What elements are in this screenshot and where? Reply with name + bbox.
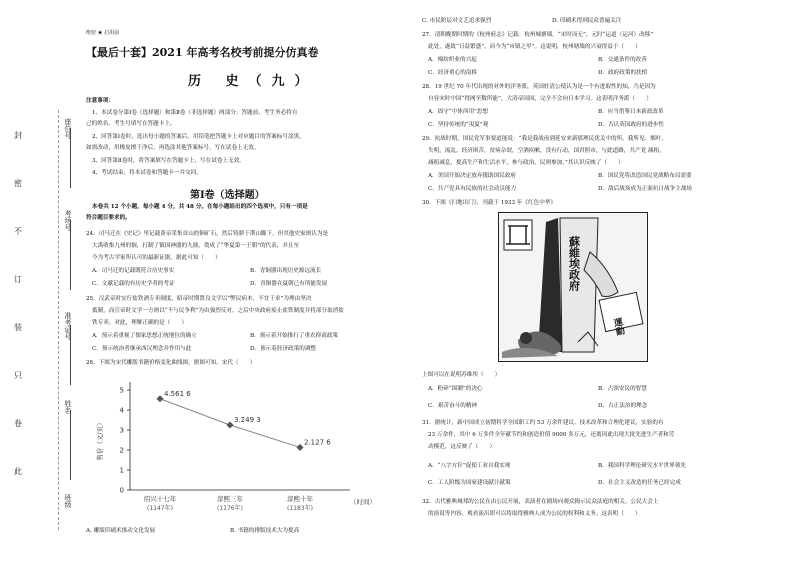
question-line: 大禹收集九州的铜，打制了镇国神器的九鼎，奠成了“华夏第一王朝”的代表，并且至 (92, 243, 300, 249)
option-d[interactable]: D．青铜器在夏朝已有所能发展 (250, 281, 328, 287)
option-b[interactable]: B．交通条件的改善 (598, 57, 647, 63)
room-number-label: 考场号 (64, 210, 72, 231)
notes-line: 己的姓名、考生号填写在答题卡上。 (86, 121, 176, 127)
question-line: 自容宋时中国“得网至数所能”，大清帝国国，完全不会向日本学习。这表明洋务派（ ） (428, 96, 652, 102)
option-b[interactable]: B．预示着开始推行了重农抑商政策 (250, 333, 339, 339)
question-line: 此处，遂致“日益繁盛”，而今为“市镇之甲”。这说明，杭州塘墙的兴衰得益于（ ） (428, 44, 641, 50)
exam-title: 【最后十套】2021 年高考名校考前提分仿真卷 (86, 46, 319, 59)
notes-line: 2、回答第Ⅰ卷时，选出每小题的答案后，用铅笔把答题卡上对应题目的答案标号涂黑， (92, 134, 305, 140)
notes-line: 4、考试结束，将本试卷和答题卡一并交回。 (92, 170, 202, 176)
seal-char: 装 (14, 323, 22, 332)
x-tick-label: 淳熙十年 (287, 495, 313, 503)
data-label: 2.127 6 (304, 438, 331, 447)
section-intro: 本卷共 12 个小题，每小题 4 分，共 48 分。在每小题给出的四个选项中，只有一项是 (92, 204, 308, 210)
cartoon-illustration (498, 212, 648, 362)
y-tick-label: 4 (119, 406, 124, 415)
seat-underline (70, 128, 71, 188)
option-d[interactable]: D．敌后战场成为正面抗日战争主战场 (598, 186, 692, 192)
question-line: 32．古代雅典城邦的公民在由公民开展，表演者在剧场向观众揭示民众法庭的相关。公民大会上 (422, 499, 659, 505)
fold-line (58, 110, 59, 530)
data-point (156, 395, 163, 402)
class-label: 班级 (64, 494, 72, 508)
notes-heading: 注意事项： (86, 98, 114, 104)
option-c[interactable]: C. 市民阶层对文艺追求强烈 (422, 18, 492, 24)
option-a[interactable]: A．粉碎“围剿”的决心 (428, 386, 483, 392)
y-tick-label: 0 (119, 486, 124, 495)
seat-number-label: 座位号 (64, 118, 72, 139)
question-line: 24．司马迁在《史记》里记载黄帝采集首山的铜矿石，然后铸鼎于荆山脚下。但其他史家则认为是 (86, 231, 329, 237)
option-c[interactable]: C．经济重心的南移 (428, 70, 478, 76)
option-a[interactable]: A．固守“中体西用”思想 (428, 109, 489, 115)
option-c[interactable]: C．预示统治者继承西汉理念并作用与此 (92, 346, 192, 352)
data-label: 3.249 3 (234, 416, 261, 425)
question-line: 的演说等内容，观看演出即可以将取得雅典人成为公民的权利和义务。这表明（ ） (428, 511, 641, 517)
option-d[interactable]: D. 印刷术得到民众普遍关注 (552, 18, 622, 24)
subject-title: 历 史（九） (188, 74, 318, 89)
option-b[interactable]: B．国民党将改造国民党战略布局需要 (598, 173, 692, 179)
question-line: 31．据统计，新中国成立初期科学全国职工约 53 万余件建议、技术改革和合理化建议，实验的有 (422, 420, 664, 426)
ticket-underline (70, 325, 71, 385)
x-tick-sublabel: (1176年) (217, 505, 243, 512)
option-c[interactable]: C．坚持传统的“夷夏”观 (428, 122, 489, 128)
question-line: 28．19 世纪 70 年代出现的对外的洋务派，英国驻清公使认为是一个有进取性的知，乃是因为 (422, 84, 656, 90)
question-line: 29．抗战时期，国民党军事要道能说：“我是我战前到延安来新那理民优关中的所。我所见：烟叶、 (422, 136, 667, 142)
option-c[interactable]: C．工人阶级为国家建设献计献策 (428, 480, 511, 486)
option-a[interactable]: A．棉纺织业的兴起 (428, 57, 477, 63)
question-line: 抵制，而宣帝时文学一方则以“不与民争利”为由强烈反对，之后中央政府废止盐铁制度并将部分取消盐 (92, 308, 344, 314)
secret-mark: 绝密 ★ 启用前 (86, 30, 120, 36)
option-a[interactable]: A. 雕版印刷术推动文化发展 (86, 528, 156, 534)
room-underline (70, 220, 71, 290)
x-tick-label: 绍兴十七年 (143, 495, 177, 503)
data-point (226, 421, 233, 428)
option-b[interactable]: B．占领安民的智慧 (598, 386, 647, 392)
seal-char: 不 (14, 227, 22, 236)
seal-char: 卷 (14, 419, 22, 428)
option-d[interactable]: D．占正法治的理念 (598, 403, 648, 409)
seal-char: 密 (14, 179, 22, 188)
name-underline (70, 410, 71, 480)
seal-char: 此 (14, 467, 22, 476)
option-a[interactable]: A．“八字方针”促使工业自我实现 (428, 463, 511, 469)
option-d[interactable]: D．预示着经济政策的调整 (250, 346, 317, 352)
data-label: 4.561 6 (164, 389, 191, 398)
question-line: 上图可以在说明苏维埃（ ） (422, 372, 501, 378)
cartoon-label-movement: 運動 (611, 316, 625, 337)
x-tick-label: 淳熙三年 (217, 495, 243, 503)
option-c[interactable]: C．文献记载的有历史学者的考证 (92, 281, 175, 287)
option-a[interactable]: A．预示着重视了儒家思想正统地位的确立 (92, 333, 197, 339)
book-price-line-chart (90, 372, 390, 524)
notes-line: 1、本试卷分第Ⅰ卷（选择题）和第Ⅱ卷（非选择题）两部分。答题前，考生务必将自 (92, 110, 298, 116)
question-line: 23 万余件，其中 6 万多件全年献节约和创造价值 9000 多万元，还离因此出现大批先进生产者和劳 (428, 432, 675, 438)
option-a[interactable]: A．美国开始决定放弃援助国民政府 (428, 173, 516, 179)
y-tick-label: 3 (119, 426, 124, 435)
option-d[interactable]: D．政府政策的扶植 (598, 70, 648, 76)
x-tick-sublabel: (1147年) (147, 505, 173, 512)
x-axis-label: （时间） (350, 498, 376, 506)
section-title: 第Ⅰ卷（选择题） (190, 190, 265, 201)
ticket-number-label: 准考证号 (64, 312, 72, 340)
question-line: 27．清朝晚期时期的《杭州府志》记载：杭州城塘墙，“宋时而无”，元时“运道（运河）改移” (422, 32, 654, 38)
question-line: 动模范。这反映了（ ） (428, 444, 496, 450)
option-b[interactable]: B．青铜器出现历史源远流长 (250, 268, 322, 274)
question-line: 25．汉武帝时实行盐铁酒专卖制度，昭帝时期贤良文学以“弊民病本，不宜干求”为理由坚决 (86, 296, 312, 302)
binding-margin (0, 0, 70, 562)
notes-line: 3、回答第Ⅱ卷时，将答案填写在答题卡上，写在试卷上无效。 (92, 158, 245, 164)
data-point (296, 444, 303, 451)
seal-char: 封 (14, 131, 22, 140)
y-axis-label: 售价（文/页） (96, 419, 104, 461)
option-b[interactable]: B．我国科学理论研究水平世界领先 (598, 463, 687, 469)
question-line: 失明，流乱，经济困苦，贫病杂氓，空洒疾嗽，没有行动，国君照市，与此道路，共产党 减租， (428, 148, 665, 154)
question-line: 26．下图为宋代雕版书籍价格变化曲线图，据图可知，宋代（ ） (86, 360, 256, 366)
seal-char: 只 (14, 371, 22, 380)
y-tick-label: 5 (119, 386, 124, 395)
question-line: 30．下图《扫地出门》，刊载于 1933 年《红色中华》 (422, 200, 556, 206)
x-tick-sublabel: (1183年) (287, 505, 313, 512)
y-tick-label: 1 (119, 466, 124, 475)
option-c[interactable]: C．共产党具有民族的社会动员能力 (428, 186, 517, 192)
seal-char: 订 (14, 275, 22, 284)
option-b[interactable]: B. 书籍的排版技术大为提高 (230, 528, 300, 534)
question-line: 今为考古学家所认可的最新证据。据此可知（ ） (92, 255, 221, 261)
y-tick-label: 2 (119, 446, 124, 455)
option-d[interactable]: D．社会主义改造的任务已经完成 (598, 480, 681, 486)
option-d[interactable]: D．否认英国政府的进步性 (598, 122, 665, 128)
question-line: 减租减息，提高生产和生活水平，参与政治，民则参加。”其认识反映了（ ） (428, 160, 624, 166)
notes-line: 如需改动，用橡皮擦干净后，再选涂其他答案标号。写在试卷上无效。 (86, 145, 260, 151)
cartoon-label-soviet: 蘇維埃政府 (567, 236, 581, 291)
option-b[interactable]: B．应当借鉴日本新政改革 (598, 109, 664, 115)
section-intro: 符合题目要求的。 (86, 215, 131, 221)
option-c[interactable]: C．艰苦奋斗的精神 (428, 403, 478, 409)
name-label: 姓名 (64, 400, 72, 414)
option-a[interactable]: A．司马迁的记载既符合历史事实 (92, 268, 175, 274)
question-line: 铁专卖。对此，理解正确的是（ ） (92, 320, 188, 326)
